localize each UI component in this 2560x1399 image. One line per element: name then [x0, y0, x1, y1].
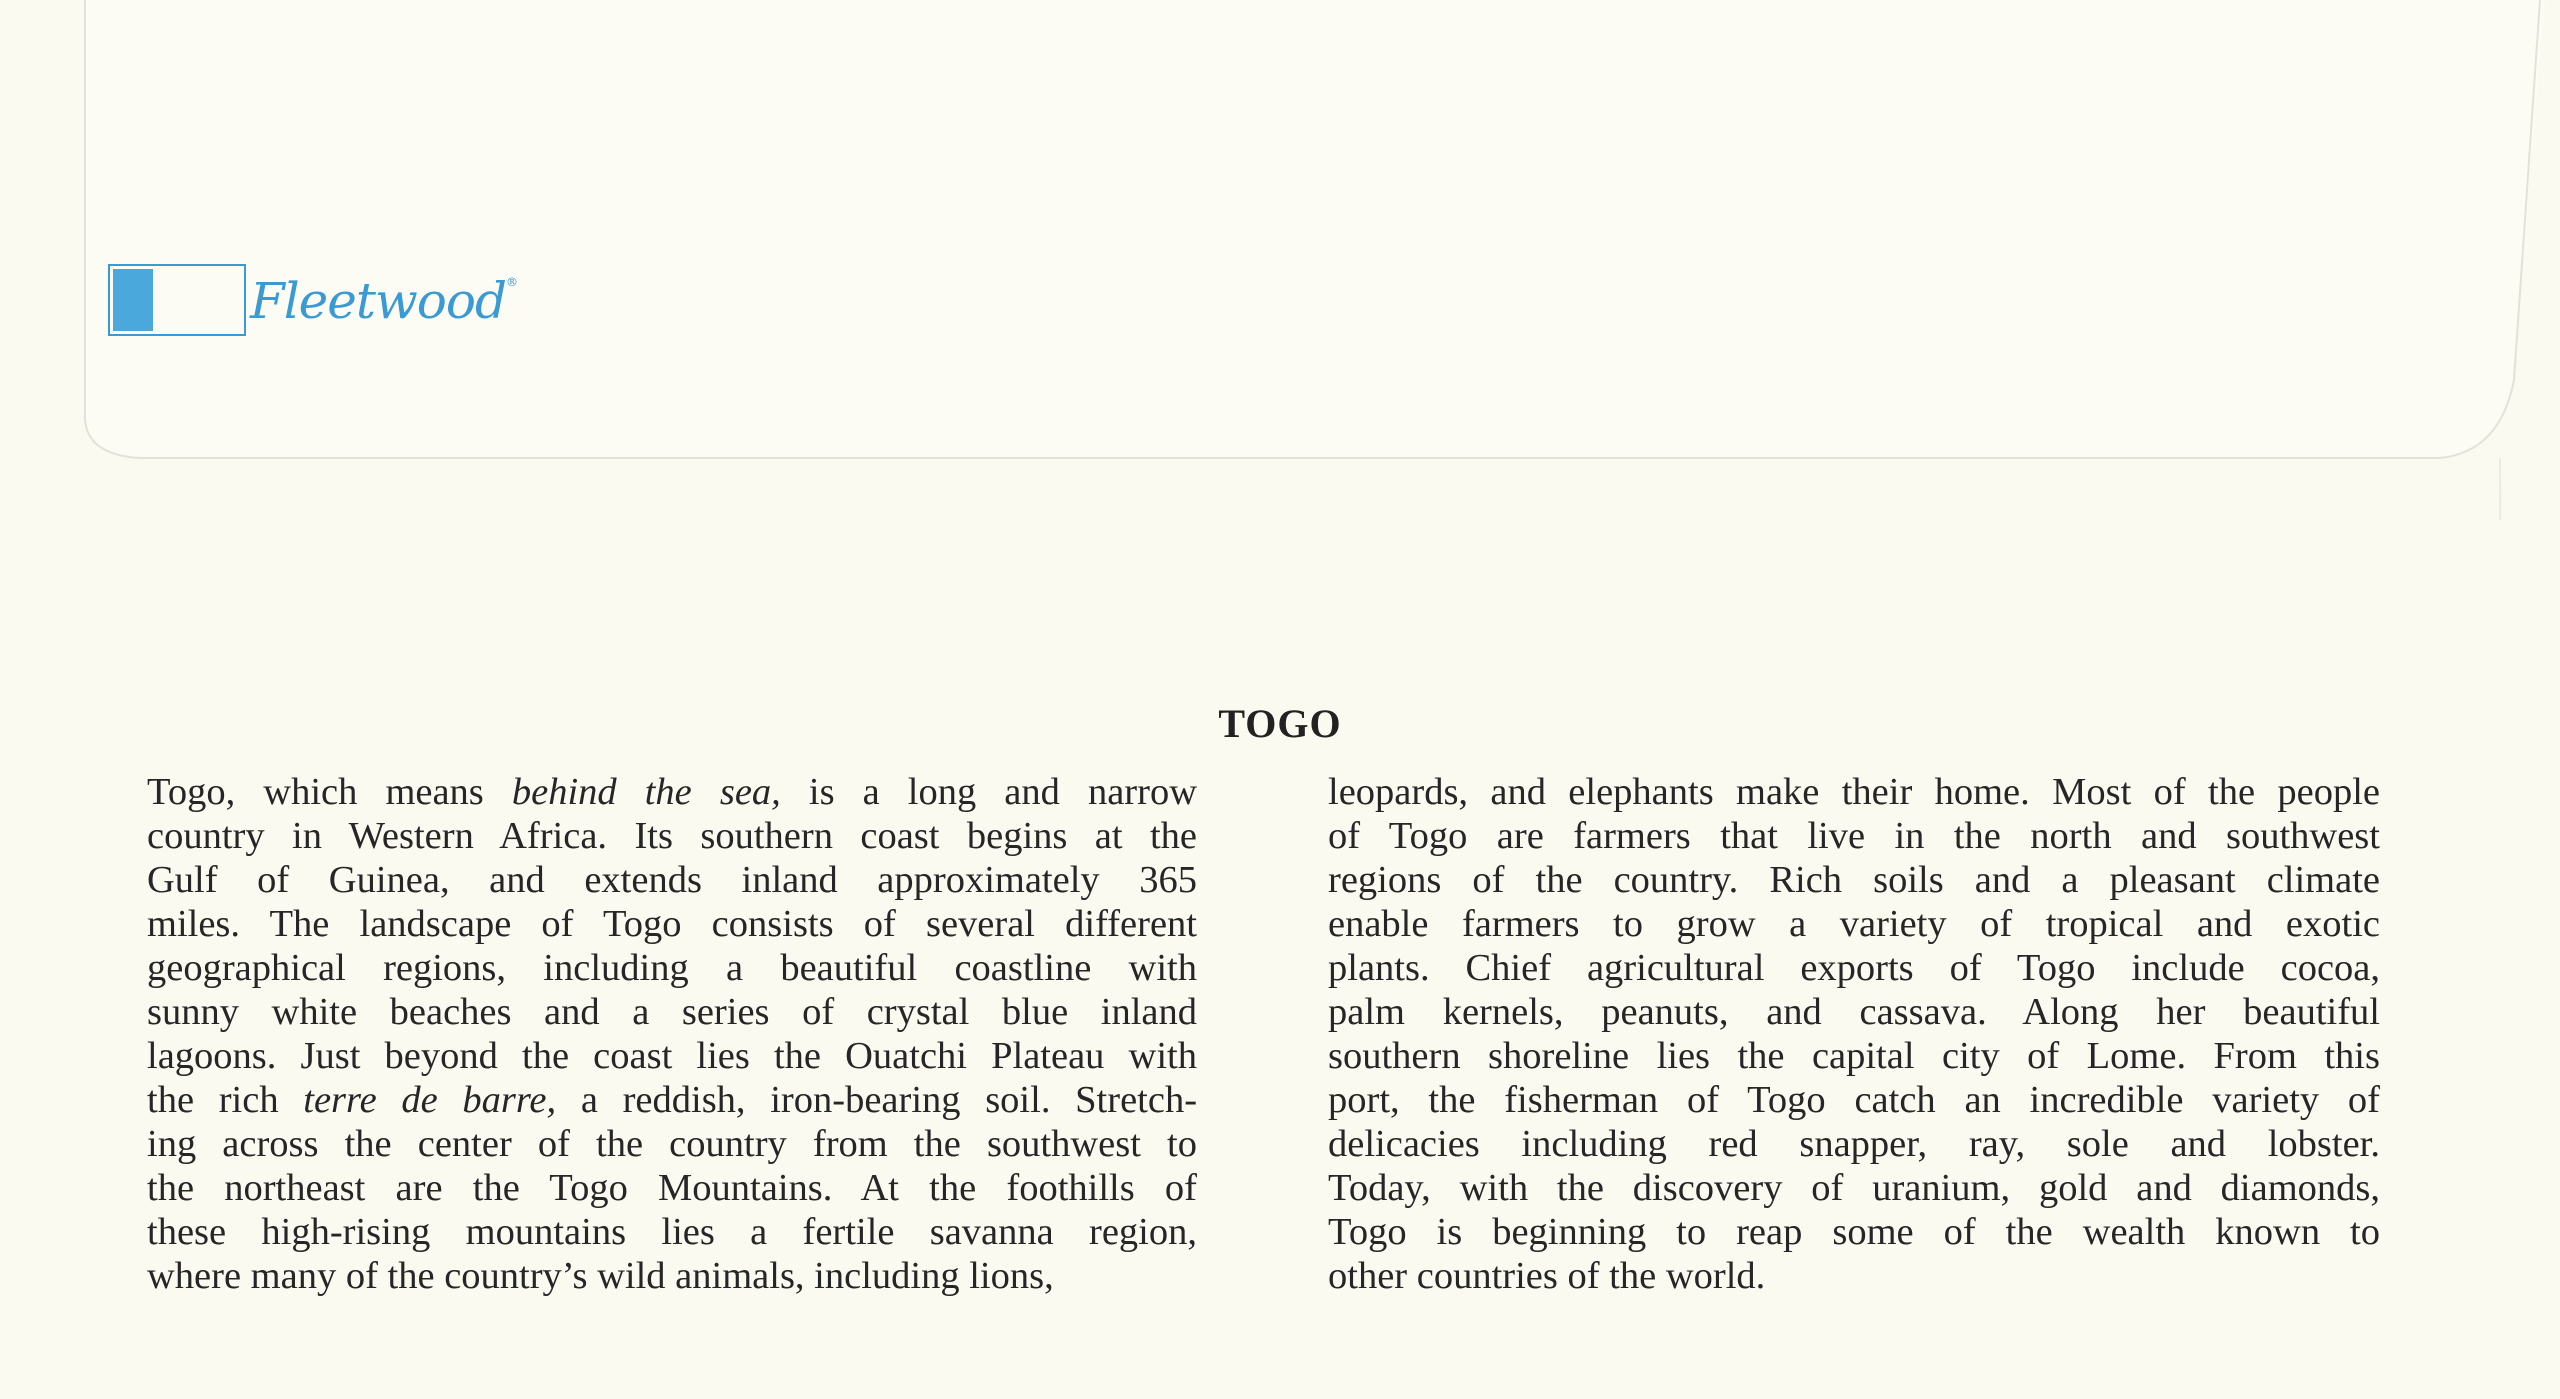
text-line: [147, 1210, 1197, 1254]
text-run: these high-rising mountains lies a fertile savanna region,: [147, 1211, 1197, 1253]
envelope-flap: [0, 0, 2560, 520]
article-title: TOGO: [1218, 701, 1342, 746]
text-line: [1328, 1254, 2380, 1298]
text-line: [147, 858, 1197, 902]
text-run: a reddish, iron-bearing soil. Stretch-: [556, 1079, 1198, 1121]
text-run: other countries of the world.: [1328, 1255, 1766, 1297]
text-run: miles. The landscape of Togo consists of several different: [147, 903, 1197, 945]
italic-run: terre de barre,: [303, 1079, 557, 1121]
text-line: [147, 1254, 1197, 1298]
text-run: is a long and narrow: [780, 771, 1197, 813]
text-line: [1328, 1166, 2380, 1210]
text-run: southern shoreline lies the capital city of Lome. From this: [1328, 1035, 2380, 1077]
text-run: geographical regions, including a beautiful coastline with: [147, 947, 1197, 989]
text-line: [1328, 946, 2380, 990]
fleetwood-logo: [108, 262, 517, 338]
italic-run: behind the sea,: [511, 771, 781, 813]
text-line: [147, 770, 1197, 814]
text-line: [147, 1078, 1197, 1122]
text-line: [147, 902, 1197, 946]
text-line: [147, 1034, 1197, 1078]
text-run: lagoons. Just beyond the coast lies the Ouatchi Plateau with: [147, 1035, 1197, 1077]
text-run: regions of the country. Rich soils and a pleasant climate: [1328, 859, 2380, 901]
logo-wordmark-text: Fleetwood: [250, 272, 506, 330]
text-run: Togo is beginning to reap some of the wealth known to: [1328, 1211, 2380, 1253]
text-run: Today, with the discovery of uranium, gold and diamonds,: [1328, 1167, 2380, 1209]
text-line: [1328, 1210, 2380, 1254]
logo-fill: [113, 269, 153, 331]
text-line: [1328, 814, 2380, 858]
text-line: [1328, 858, 2380, 902]
text-line: [1328, 990, 2380, 1034]
logo-registered-mark: ®: [505, 275, 517, 289]
right-column: [1328, 770, 2380, 1298]
text-run: leopards, and elephants make their home. Most of the people: [1328, 771, 2380, 813]
text-line: [1328, 902, 2380, 946]
text-run: of Togo are farmers that live in the north and southwest: [1328, 815, 2380, 857]
logo-box: [108, 264, 246, 336]
text-run: sunny white beaches and a series of crystal blue inland: [147, 991, 1197, 1033]
text-run: enable farmers to grow a variety of tropical and exotic: [1328, 903, 2380, 945]
text-run: the rich: [147, 1079, 304, 1121]
text-line: [147, 814, 1197, 858]
text-run: delicacies including red snapper, ray, sole and lobster.: [1328, 1123, 2380, 1165]
text-line: [147, 1122, 1197, 1166]
text-run: where many of the country’s wild animals, including lions,: [147, 1255, 1054, 1297]
text-line: [1328, 1034, 2380, 1078]
text-run: Gulf of Guinea, and extends inland approximately 365: [147, 859, 1197, 901]
logo-wordmark: [250, 272, 517, 330]
left-column: [147, 770, 1197, 1298]
text-run: palm kernels, peanuts, and cassava. Along her beautiful: [1328, 991, 2380, 1033]
text-line: [147, 990, 1197, 1034]
text-line: [147, 946, 1197, 990]
text-line: [147, 1166, 1197, 1210]
text-run: country in Western Africa. Its southern coast begins at the: [147, 815, 1197, 857]
text-line: [1328, 1078, 2380, 1122]
text-run: plants. Chief agricultural exports of Togo include cocoa,: [1328, 947, 2380, 989]
text-line: [1328, 770, 2380, 814]
text-run: port, the fisherman of Togo catch an incredible variety of: [1328, 1079, 2380, 1121]
text-run: ing across the center of the country from the southwest to: [147, 1123, 1197, 1165]
text-run: the northeast are the Togo Mountains. At the foothills of: [147, 1167, 1197, 1209]
text-run: Togo, which means: [147, 771, 512, 813]
text-line: [1328, 1122, 2380, 1166]
